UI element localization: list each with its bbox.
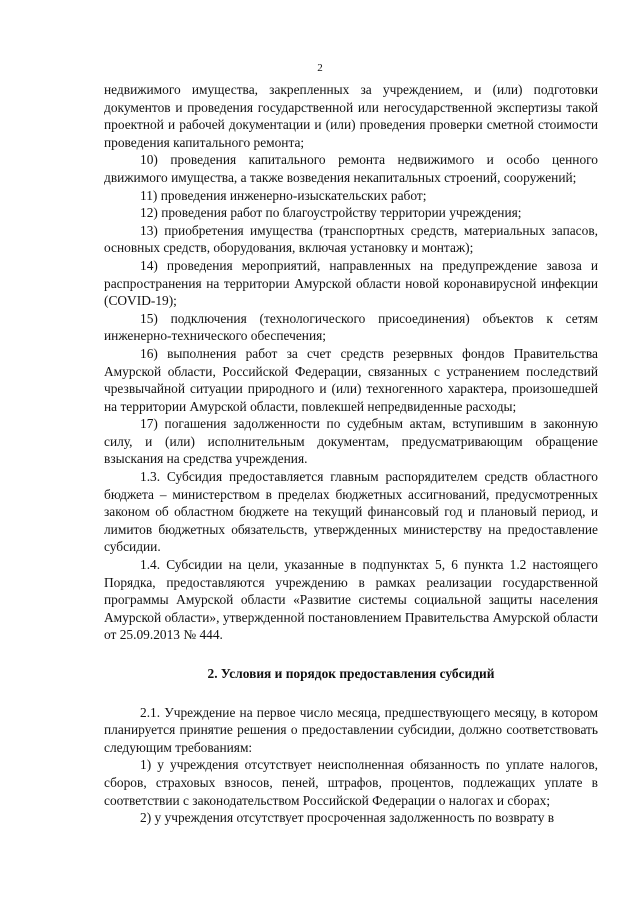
list-item-11: 11) проведения инженерно-изыскательских работ; bbox=[140, 187, 427, 203]
clause-1-3: 1.3. Субсидия предоставляется главным распорядителем средств областного бюджета – министерством в пределах бюджетных ассигнований, предусмотренных законом об областном бюджете на текущий финансовый год и плановый период, и лимитов бюджетных обязательств, утвержденных министерству на предоставление субсидии. bbox=[104, 469, 598, 555]
list-item-14: 14) проведения мероприятий, направленных на предупреждение завоза и распространения на территории Амурской области новой коронавирусной инфекции (COVID-19); bbox=[104, 257, 598, 309]
list-item-12: 12) проведения работ по благоустройству территории учреждения; bbox=[140, 205, 522, 221]
list-item-15: 15) подключения (технологического присоединения) объектов к сетям инженерно-технического обеспечения; bbox=[104, 310, 598, 344]
page-number: 2 bbox=[317, 62, 323, 74]
section-heading: 2. Условия и порядок предоставления субсидий bbox=[207, 666, 495, 681]
requirement-1: 1) у учреждения отсутствует неисполненная обязанность по уплате налогов, сборов, страховых взносов, пеней, штрафов, процентов, подлежащих уплате в соответствии с законодательством Российской Федерации о налогах и сборах; bbox=[104, 757, 598, 808]
list-item-17: 17) погашения задолженности по судебным актам, вступившим в законную силу, и (или) исполнительным документам, предусматривающим обращение взыскания на средства учреждения. bbox=[104, 416, 598, 467]
clause-2-1: 2.1. Учреждение на первое число месяца, предшествующего месяцу, в котором планируется принятие решения о предоставлении субсидии, должно соответствовать следующим требованиям: bbox=[104, 704, 598, 755]
clause-1-4: 1.4. Субсидии на цели, указанные в подпунктах 5, 6 пункта 1.2 настоящего Порядка, предоставляются учреждению в рамках реализации государственной программы Амурской области «Развитие системы социальной защиты населения Амурской области», утвержденной постановлением Правительства Амурской области от 25.09.2013 № 444. bbox=[104, 557, 598, 643]
paragraph-continuation: недвижимого имущества, закрепленных за учреждением, и (или) подготовки документов и проведения государственной или негосударственной экспертизы такой проектной и рабочей документации и (или) проведения проверки сметной стоимости проведения капитального ремонта; bbox=[104, 82, 598, 150]
list-item-13: 13) приобретения имущества (транспортных средств, материальных запасов, основных средств, оборудования, включая установку и монтаж); bbox=[104, 222, 598, 256]
list-item-10: 10) проведения капитального ремонта недвижимого и особо ценного движимого имущества, а также возведения некапитальных строений, сооружений; bbox=[104, 152, 598, 185]
document-body bbox=[104, 81, 598, 827]
requirement-2: 2) у учреждения отсутствует просроченная задолженность по возврату в bbox=[140, 810, 555, 826]
list-item-16: 16) выполнения работ за счет средств резервных фондов Правительства Амурской области, Российской Федерации, связанных с устранением последствий чрезвычайной ситуации природного и (или) техногенного характера, произошедшей на территории Амурской области, повлекшей непредвиденные расходы; bbox=[104, 345, 598, 414]
